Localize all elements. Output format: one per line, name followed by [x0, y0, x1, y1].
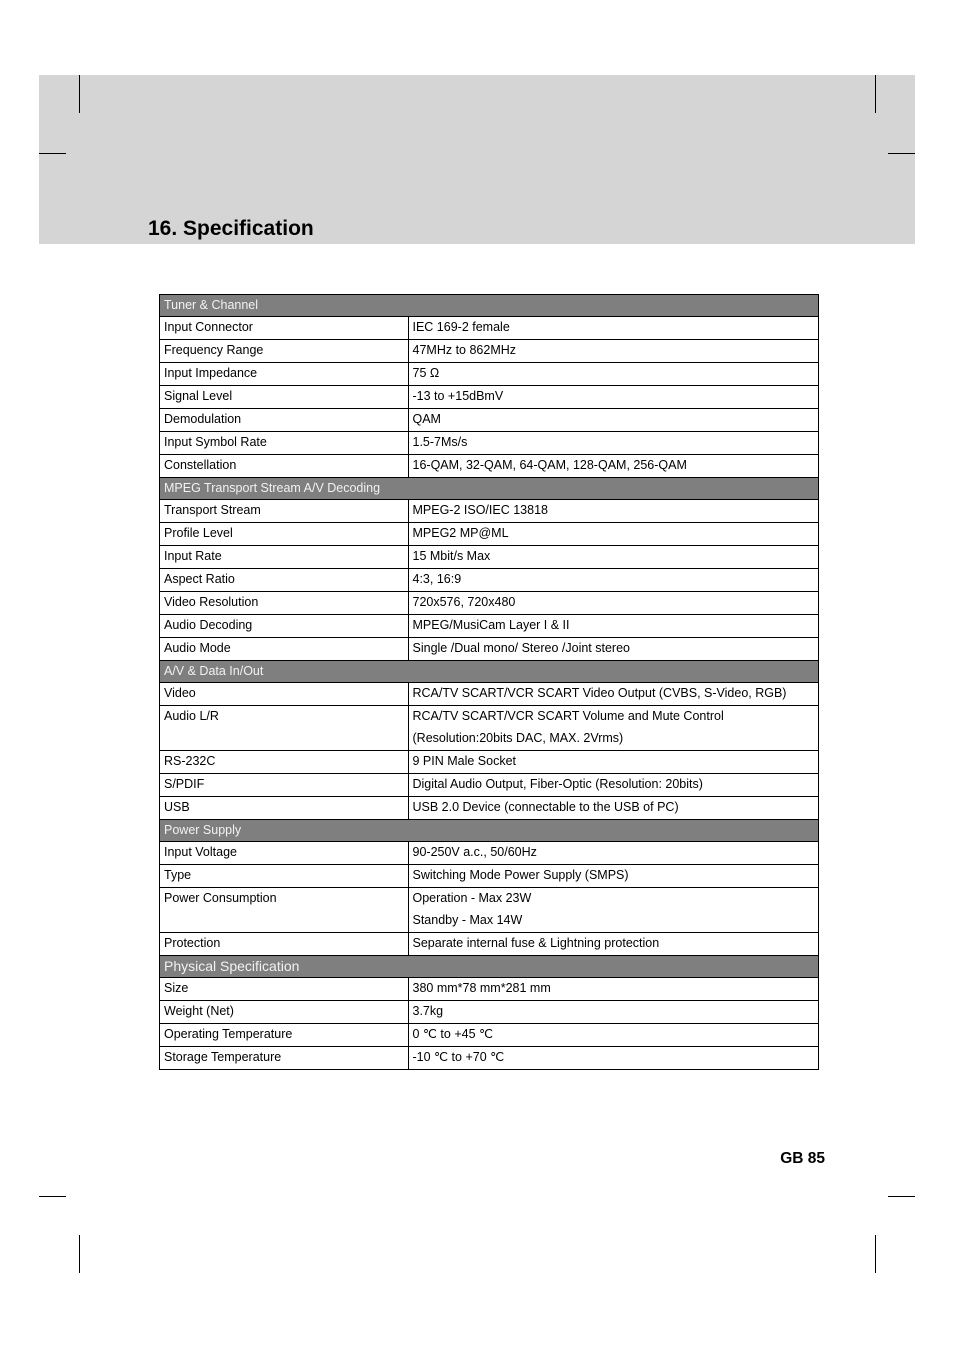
spec-row — [160, 1024, 819, 1047]
spec-value-line: Digital Audio Output, Fiber-Optic (Resolution: 20bits) — [412, 777, 703, 791]
spec-row — [160, 683, 819, 706]
crop-mark — [875, 75, 876, 113]
spec-value — [408, 409, 819, 432]
crop-mark — [79, 75, 80, 113]
specification-table — [159, 294, 819, 1070]
spec-row — [160, 933, 819, 956]
spec-value — [408, 888, 819, 933]
spec-label-text: Signal Level — [164, 389, 233, 403]
spec-label-text: Video — [164, 686, 196, 700]
spec-value-line: 15 Mbit/s Max — [412, 549, 491, 563]
spec-label — [160, 546, 409, 569]
spec-value-line: USB 2.0 Device (connectable to the USB of PC) — [412, 800, 679, 814]
spec-label — [160, 340, 409, 363]
spec-row — [160, 317, 819, 340]
spec-value-line: Operation - Max 23W — [412, 891, 532, 905]
spec-value — [408, 340, 819, 363]
spec-row — [160, 409, 819, 432]
spec-label-text: RS-232C — [164, 754, 216, 768]
spec-value — [408, 523, 819, 546]
spec-label — [160, 500, 409, 523]
spec-row — [160, 615, 819, 638]
spec-value — [408, 1001, 819, 1024]
spec-label — [160, 638, 409, 661]
spec-value-line: Separate internal fuse & Lightning protection — [412, 936, 660, 950]
spec-label — [160, 317, 409, 340]
page-title: 16. Specification — [148, 217, 314, 240]
spec-label-text: Demodulation — [164, 412, 242, 426]
spec-label — [160, 592, 409, 615]
spec-value — [408, 865, 819, 888]
spec-value — [408, 683, 819, 706]
spec-row — [160, 774, 819, 797]
spec-row — [160, 888, 819, 933]
spec-value — [408, 751, 819, 774]
spec-value-line: -13 to +15dBmV — [412, 389, 504, 403]
spec-label-text: Power Consumption — [164, 891, 277, 905]
spec-value — [408, 455, 819, 478]
spec-value — [408, 592, 819, 615]
spec-value — [408, 546, 819, 569]
section-header-row — [160, 820, 819, 842]
spec-label-text: Size — [164, 981, 189, 995]
spec-row — [160, 1047, 819, 1070]
section-header-row — [160, 478, 819, 500]
spec-value — [408, 1047, 819, 1070]
spec-row — [160, 455, 819, 478]
spec-value — [408, 978, 819, 1001]
section-heading: MPEG Transport Stream A/V Decoding — [160, 478, 409, 500]
spec-value-line: IEC 169-2 female — [412, 320, 510, 334]
spec-row — [160, 546, 819, 569]
spec-label — [160, 569, 409, 592]
spec-value-line: 0 ℃ to +45 ℃ — [412, 1027, 494, 1041]
spec-value-line: Switching Mode Power Supply (SMPS) — [412, 868, 629, 882]
spec-label — [160, 797, 409, 820]
spec-value-line: MPEG-2 ISO/IEC 13818 — [412, 503, 548, 517]
spec-label — [160, 432, 409, 455]
crop-mark — [39, 153, 66, 154]
spec-value-line: 47MHz to 862MHz — [412, 343, 517, 357]
spec-value-line: MPEG2 MP@ML — [412, 526, 509, 540]
spec-label — [160, 386, 409, 409]
spec-label — [160, 1047, 409, 1070]
spec-value-line: QAM — [412, 412, 441, 426]
spec-row — [160, 386, 819, 409]
spec-label — [160, 455, 409, 478]
spec-row — [160, 797, 819, 820]
spec-row — [160, 592, 819, 615]
section-header-row — [160, 295, 819, 317]
section-heading: A/V & Data In/Out — [160, 661, 409, 683]
spec-label — [160, 751, 409, 774]
section-heading-filler — [408, 295, 819, 317]
spec-row — [160, 523, 819, 546]
spec-label-text: Audio Decoding — [164, 618, 253, 632]
spec-row — [160, 569, 819, 592]
section-heading-filler — [408, 661, 819, 683]
spec-value — [408, 386, 819, 409]
spec-label-text: Weight (Net) — [164, 1004, 234, 1018]
spec-label-text: Input Voltage — [164, 845, 237, 859]
spec-row — [160, 751, 819, 774]
spec-value-line: RCA/TV SCART/VCR SCART Volume and Mute Control — [412, 709, 724, 723]
spec-label-text: Input Symbol Rate — [164, 435, 267, 449]
spec-label — [160, 1024, 409, 1047]
spec-row — [160, 706, 819, 751]
spec-value-line: 1.5-7Ms/s — [412, 435, 468, 449]
spec-label-text: Type — [164, 868, 192, 882]
section-header-row — [160, 661, 819, 683]
crop-mark — [888, 1196, 915, 1197]
section-heading: Tuner & Channel — [160, 295, 409, 317]
spec-value-line: 90-250V a.c., 50/60Hz — [412, 845, 537, 859]
crop-mark — [79, 1235, 80, 1273]
section-heading-filler — [408, 478, 819, 500]
spec-label-text: Transport Stream — [164, 503, 261, 517]
spec-label-text: Input Rate — [164, 549, 222, 563]
specification-table-body — [160, 295, 819, 1070]
spec-row — [160, 363, 819, 386]
spec-row — [160, 638, 819, 661]
spec-label — [160, 363, 409, 386]
crop-mark — [888, 153, 915, 154]
spec-label-text: Input Impedance — [164, 366, 258, 380]
spec-value — [408, 797, 819, 820]
spec-label-text: Profile Level — [164, 526, 233, 540]
spec-label-text: Aspect Ratio — [164, 572, 235, 586]
spec-value-line: 4:3, 16:9 — [412, 572, 462, 586]
spec-value — [408, 774, 819, 797]
spec-row — [160, 432, 819, 455]
spec-row — [160, 340, 819, 363]
spec-value-line: Standby - Max 14W — [412, 913, 523, 927]
spec-value — [408, 569, 819, 592]
spec-label-text: Video Resolution — [164, 595, 259, 609]
spec-label — [160, 933, 409, 956]
spec-label — [160, 888, 409, 933]
spec-row — [160, 1001, 819, 1024]
spec-value — [408, 842, 819, 865]
spec-label — [160, 615, 409, 638]
section-heading-filler — [408, 820, 819, 842]
spec-value — [408, 638, 819, 661]
spec-label — [160, 706, 409, 751]
crop-mark — [39, 1196, 66, 1197]
spec-value — [408, 706, 819, 751]
spec-label-text: Operating Temperature — [164, 1027, 293, 1041]
spec-value-line: 9 PIN Male Socket — [412, 754, 517, 768]
spec-label — [160, 523, 409, 546]
section-heading: Physical Specification — [160, 956, 409, 978]
spec-label-text: Audio L/R — [164, 709, 219, 723]
spec-label-text: Storage Temperature — [164, 1050, 282, 1064]
spec-row — [160, 842, 819, 865]
spec-label-text: S/PDIF — [164, 777, 205, 791]
spec-value-line: 16-QAM, 32-QAM, 64-QAM, 128-QAM, 256-QAM — [412, 458, 687, 472]
spec-label-text: Input Connector — [164, 320, 253, 334]
crop-mark — [875, 1235, 876, 1273]
spec-label-text: USB — [164, 800, 190, 814]
spec-row — [160, 865, 819, 888]
spec-value — [408, 317, 819, 340]
spec-label-text: Protection — [164, 936, 221, 950]
spec-label — [160, 865, 409, 888]
section-heading-filler — [408, 956, 819, 978]
spec-label — [160, 409, 409, 432]
spec-value — [408, 615, 819, 638]
spec-value-line: 3.7kg — [412, 1004, 444, 1018]
spec-value-line: Single /Dual mono/ Stereo /Joint stereo — [412, 641, 630, 655]
section-header-row — [160, 956, 819, 978]
section-heading: Power Supply — [160, 820, 409, 842]
spec-value-line: RCA/TV SCART/VCR SCART Video Output (CVBS, S-Video, RGB) — [412, 686, 787, 700]
spec-value-line: -10 ℃ to +70 ℃ — [412, 1050, 505, 1064]
spec-value — [408, 432, 819, 455]
spec-label — [160, 978, 409, 1001]
spec-label-text: Constellation — [164, 458, 237, 472]
spec-value-line: MPEG/MusiCam Layer I & II — [412, 618, 570, 632]
page-number: GB 85 — [780, 1150, 825, 1167]
spec-label — [160, 842, 409, 865]
spec-value — [408, 933, 819, 956]
spec-label-text: Frequency Range — [164, 343, 264, 357]
spec-value — [408, 1024, 819, 1047]
spec-value — [408, 500, 819, 523]
spec-label — [160, 683, 409, 706]
spec-value-line: 380 mm*78 mm*281 mm — [412, 981, 551, 995]
spec-value-line: 720x576, 720x480 — [412, 595, 516, 609]
spec-label-text: Audio Mode — [164, 641, 231, 655]
spec-value-line: 75 Ω — [412, 366, 440, 380]
spec-label — [160, 1001, 409, 1024]
spec-value — [408, 363, 819, 386]
spec-label — [160, 774, 409, 797]
spec-row — [160, 500, 819, 523]
spec-value-line: (Resolution:20bits DAC, MAX. 2Vrms) — [412, 731, 624, 745]
spec-row — [160, 978, 819, 1001]
